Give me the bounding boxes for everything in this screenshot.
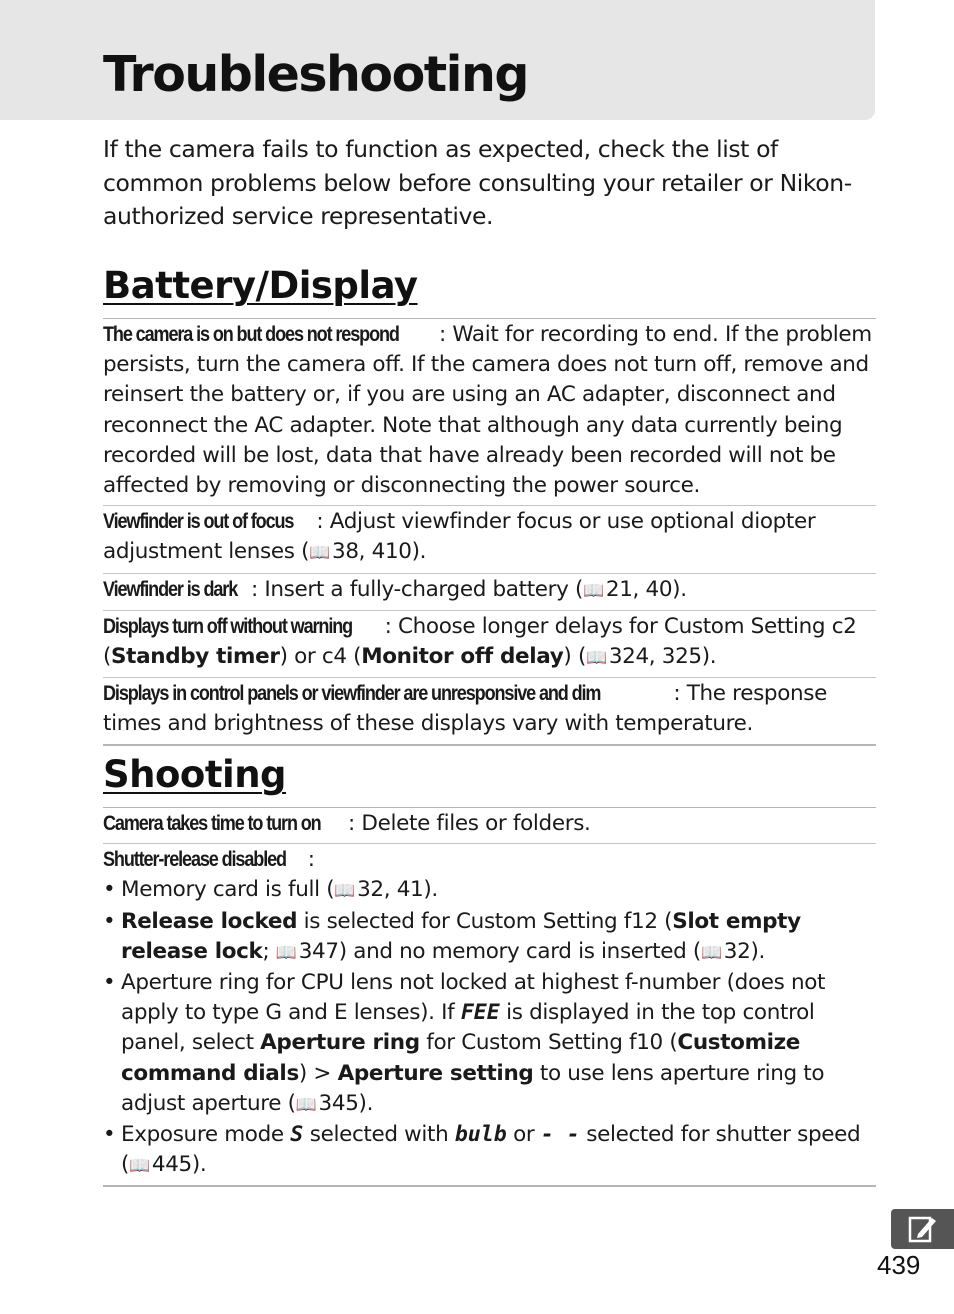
list-item: Displays in control panels or viewfinder are unresponsive and dim : The response times and brightness of these displays vary with temperature. bbox=[103, 681, 828, 737]
entry-heading: Displays in control panels or viewfinder are unresponsive and dim bbox=[103, 682, 601, 706]
bullet-text-end: ). bbox=[423, 877, 438, 903]
menu-item-name: Release locked bbox=[121, 908, 298, 934]
bullet-text-end: ). bbox=[358, 1090, 374, 1116]
book-icon: 📖 bbox=[585, 648, 607, 669]
page-reference[interactable]: 324, 325 bbox=[608, 644, 702, 670]
bullet-item bbox=[103, 1120, 876, 1181]
entry-text: Insert a fully-charged battery ( bbox=[264, 576, 584, 602]
page-reference[interactable]: 32, 41 bbox=[357, 877, 424, 903]
shooting-list bbox=[103, 807, 876, 1187]
entry-heading: Camera takes time to turn on bbox=[103, 812, 321, 835]
menu-item-name: Monitor off delay bbox=[361, 644, 564, 670]
book-icon: 📖 bbox=[583, 580, 604, 601]
bullet-text: is selected for Custom Setting f12 ( bbox=[297, 908, 673, 934]
book-icon: 📖 bbox=[309, 543, 330, 564]
page-reference[interactable]: 21, 40 bbox=[605, 576, 673, 602]
entry-text: ) ( bbox=[563, 644, 586, 670]
bullet-text: ) and no memory card is inserted ( bbox=[338, 938, 701, 964]
entry-text: ) or c4 ( bbox=[279, 644, 362, 670]
entry-text: Delete files or folders. bbox=[361, 811, 591, 836]
menu-item-name: Customize command dials bbox=[121, 1030, 801, 1086]
entry-text: Choose longer delays for Custom Setting c2 ( bbox=[103, 613, 857, 670]
entry-heading: Viewfinder is out of focus bbox=[103, 510, 294, 534]
bullet-text: to use lens aperture ring to adjust aperture ( bbox=[121, 1060, 825, 1116]
page-title: Troubleshooting bbox=[103, 46, 528, 103]
lcd-mode-s-indicator: S bbox=[290, 1122, 304, 1148]
entry-text-end: ). bbox=[411, 539, 427, 565]
battery-display-list bbox=[103, 318, 876, 746]
bullet-text: selected for shutter speed ( bbox=[121, 1122, 861, 1178]
pencil-note-icon bbox=[908, 1216, 938, 1243]
lcd-fee-indicator: FEE bbox=[460, 1000, 500, 1026]
section-heading-battery-display: Battery/Display bbox=[103, 264, 418, 307]
bullet-text: ; bbox=[262, 938, 276, 964]
bullet-text-end: ). bbox=[191, 1152, 207, 1178]
bullet-text: Exposure mode bbox=[121, 1122, 291, 1148]
book-icon: 📖 bbox=[295, 1094, 317, 1115]
bullet-text: ) > bbox=[298, 1060, 338, 1086]
section-tab-marker bbox=[891, 1209, 954, 1249]
page-reference[interactable]: 445 bbox=[151, 1152, 192, 1178]
bullet-text: Memory card is full ( bbox=[121, 877, 335, 903]
menu-item-name: Aperture ring bbox=[260, 1030, 420, 1056]
menu-item-name: Aperture setting bbox=[337, 1060, 534, 1086]
menu-item-name: Standby timer bbox=[111, 644, 280, 670]
bullet-item bbox=[103, 875, 876, 906]
bullet-text: Aperture ring for CPU lens not locked at highest f-number (does not apply to type G and E lenses). If bbox=[121, 970, 826, 1026]
bullet-text-end: ). bbox=[750, 938, 765, 964]
list-item: Viewfinder is out of focus : Adjust viewfinder focus or use optional diopter adjustment lenses (📖38, 410). bbox=[103, 506, 876, 573]
entry-heading: The camera is on but does not respond bbox=[103, 323, 399, 346]
entry-heading: Displays turn off without warning bbox=[103, 614, 353, 638]
menu-item-name: Slot empty release lock bbox=[121, 908, 801, 964]
list-item: The camera is on but does not respond : Wait for recording to end. If the problem persists, turn the camera off. If the camera does not turn off, remove and reinsert the battery or, if you are using an AC adapter, disconnect and reconnect the AC adapter. Note that although any data currently being recorded will be lost, data that have already been recorded will not be affected by removing or disconnecting the power source. bbox=[103, 319, 876, 506]
bullet-text: for Custom Setting f10 ( bbox=[419, 1030, 678, 1056]
page-number: 439 bbox=[877, 1250, 921, 1280]
intro-paragraph: If the camera fails to function as expected, check the list of common problems below before consulting your retailer or Nikon-authorized service representative. bbox=[103, 135, 852, 230]
list-item: Camera takes time to turn on : Delete files or folders. bbox=[103, 808, 876, 844]
section-heading-shooting: Shooting bbox=[103, 753, 287, 796]
bullet-item bbox=[103, 907, 876, 968]
lcd-time-indicator: - - bbox=[540, 1122, 580, 1148]
list-item: Shutter-release disabled : • Memory card is full (📖32, 41). • Release locked is selected for Custom Setting f12 (Slot empty release lock; 📖347) and no memory card is inserted (📖32). • Aperture ring for CPU lens not locked at highest f-number (does not apply to type G and E lenses). If FEE is displayed in the top control panel, select Aperture ring for Custom Setting f10 (Customize command dials) > Aperture setting to use lens aperture ring to adjust aperture (📖345). • Exposure mode S selected with bulb or - - selected for shutter speed (📖445). bbox=[103, 844, 876, 1185]
list-item: Viewfinder is dark : Insert a fully-charged battery (📖21, 40). bbox=[103, 574, 876, 611]
book-icon: 📖 bbox=[129, 1156, 150, 1177]
entry-heading: Viewfinder is dark bbox=[103, 577, 238, 601]
entry-text: Adjust viewfinder focus or use optional diopter adjustment lenses ( bbox=[103, 509, 816, 565]
page-reference[interactable]: 347 bbox=[298, 938, 339, 964]
lcd-bulb-indicator: bulb bbox=[454, 1122, 507, 1148]
book-icon: 📖 bbox=[700, 942, 722, 963]
entry-text-end: ). bbox=[701, 644, 717, 670]
book-icon: 📖 bbox=[334, 881, 356, 902]
entry-text: Wait for recording to end. If the problem persists, turn the camera off. If the camera does not turn off, remove and reinsert the battery or, if you are using an AC adapter, disconnect and reconnect the AC adapter. Note that although any data currently being recorded will be lost, data that have already been recorded will not be affected by removing or disconnecting the power source. bbox=[103, 322, 872, 499]
bullet-item bbox=[103, 968, 876, 1120]
entry-text: The response times and brightness of these displays vary with temperature. bbox=[103, 681, 828, 737]
page-reference[interactable]: 32 bbox=[723, 938, 751, 964]
page-reference[interactable]: 345 bbox=[318, 1090, 359, 1116]
bullet-text: or bbox=[506, 1122, 541, 1148]
entry-text-end: ). bbox=[672, 576, 687, 602]
list-item: Displays turn off without warning : Choose longer delays for Custom Setting c2 (Standby timer) or c4 (Monitor off delay) (📖324, 325). bbox=[103, 611, 876, 678]
page-reference[interactable]: 38, 410 bbox=[331, 539, 412, 565]
book-icon: 📖 bbox=[275, 942, 297, 963]
bullet-list bbox=[103, 875, 876, 1181]
entry-heading: Shutter-release disabled bbox=[103, 848, 286, 872]
bullet-text: selected with bbox=[303, 1122, 455, 1148]
bullet-text: is displayed in the top control panel, select bbox=[121, 1000, 815, 1056]
